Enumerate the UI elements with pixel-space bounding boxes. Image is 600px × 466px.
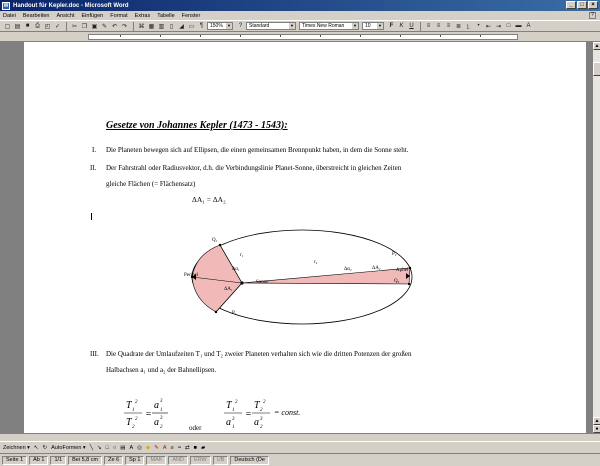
ruler-tick <box>120 35 121 37</box>
underline-button[interactable]: U <box>409 23 414 29</box>
svg-text:T: T <box>226 400 232 411</box>
cut-icon[interactable]: ✂ <box>71 23 78 30</box>
help-icon[interactable]: ? <box>238 23 243 29</box>
label-q1: Q₁ <box>212 238 218 243</box>
document-map-icon[interactable]: ▭ <box>188 23 195 30</box>
bullets-icon[interactable]: • <box>477 23 480 29</box>
svg-text:2: 2 <box>235 400 238 405</box>
title-bar <box>0 0 600 11</box>
word-app-icon: W <box>3 2 9 9</box>
svg-text:2: 2 <box>260 408 263 413</box>
point-p1 <box>215 311 217 313</box>
undo-icon[interactable]: ↶ <box>111 23 118 30</box>
ruler-text-area <box>88 34 518 40</box>
close-button[interactable]: × <box>588 1 598 9</box>
ruler-tick <box>200 35 201 37</box>
label-delta-alpha2: Δα₂ <box>344 267 352 272</box>
italic-button[interactable]: K <box>399 23 404 29</box>
horizontal-scrollbar[interactable] <box>0 433 600 441</box>
svg-text:=: = <box>245 409 252 420</box>
select-pointer-icon[interactable]: ↖ <box>33 444 39 451</box>
font-size-select[interactable] <box>362 22 384 30</box>
menu-help[interactable]: ? <box>589 12 596 19</box>
label-r1: r₁ <box>240 253 244 258</box>
horizontal-ruler[interactable] <box>0 32 600 42</box>
law3-line2: Halbachsen a₁ und a₂ der Bahnellipsen. <box>106 366 217 374</box>
menu-datei[interactable]: Datei <box>3 12 16 19</box>
document-page[interactable] <box>24 42 586 441</box>
status-section: Ab 1 <box>29 456 48 465</box>
ruler-tick <box>360 35 361 37</box>
svg-text:1: 1 <box>232 408 235 413</box>
table-icon[interactable]: ▦ <box>148 23 155 30</box>
window-title: Handout für Kepler.doc - Microsoft Word <box>13 2 129 9</box>
svg-text:3: 3 <box>160 399 163 404</box>
menu-einfuegen[interactable]: Einfügen <box>81 12 104 19</box>
arrow-style-icon[interactable]: ⇄ <box>185 444 190 451</box>
columns-icon[interactable]: ▯ <box>169 23 174 30</box>
shadow-icon[interactable]: ■ <box>193 444 197 451</box>
status-macro[interactable]: MAK <box>146 456 166 465</box>
font-select[interactable] <box>299 22 359 30</box>
menu-bar <box>0 11 600 20</box>
prev-page-icon[interactable]: ▲ <box>594 418 600 424</box>
print-icon[interactable]: ⎙ <box>35 22 40 29</box>
justify-icon[interactable]: ≣ <box>455 23 462 30</box>
align-right-icon[interactable]: ≡ <box>446 23 451 29</box>
label-p1: P₁ <box>232 311 237 316</box>
border-icon[interactable]: □ <box>506 23 511 29</box>
status-page: Seite 1 <box>2 456 27 465</box>
ruler-tick <box>440 35 441 37</box>
svg-text:1: 1 <box>232 425 235 430</box>
svg-text:3: 3 <box>260 417 263 422</box>
window-controls <box>566 1 598 9</box>
spellcheck-icon[interactable]: ✓ <box>54 23 61 30</box>
text-cursor <box>91 213 92 220</box>
align-center-icon[interactable]: ≡ <box>436 23 441 29</box>
formatting-toolbar <box>0 20 600 32</box>
label-r2: r₂ <box>314 260 318 265</box>
textbox-icon[interactable]: ▤ <box>120 444 126 451</box>
law2-line2: gleiche Flächen (= Flächensatz) <box>106 180 196 188</box>
open-folder-icon[interactable]: ▤ <box>14 23 21 30</box>
status-track-changes[interactable]: ÄND <box>168 456 188 465</box>
menu-tabelle[interactable]: Tabelle <box>157 12 175 19</box>
svg-text:a: a <box>254 417 259 428</box>
svg-text:2: 2 <box>160 425 163 430</box>
wordart-icon[interactable]: A <box>129 444 134 451</box>
drawing-toolbar <box>0 441 600 453</box>
point-q2 <box>408 283 410 285</box>
toolbar-separator <box>133 22 134 31</box>
zoom-select[interactable] <box>207 22 233 30</box>
chevron-down-icon: ▼ <box>378 23 382 28</box>
redo-icon[interactable]: ↷ <box>121 23 128 30</box>
status-line: Ze 6 <box>104 456 123 465</box>
area-equation: ΔA₁ = ΔA₂ <box>192 195 226 204</box>
svg-text:T: T <box>126 417 132 428</box>
status-overtype[interactable]: ÜB <box>213 456 229 465</box>
arrow-icon[interactable]: ↘ <box>97 444 102 451</box>
label-sonne: Sonne <box>256 280 269 285</box>
svg-text:T: T <box>254 400 260 411</box>
law2-number: II. <box>90 164 97 172</box>
label-perihel: Perihel <box>184 273 199 278</box>
point-q1 <box>219 244 221 246</box>
svg-text:2: 2 <box>135 400 138 405</box>
3d-icon[interactable]: ▰ <box>200 444 206 451</box>
zoom-value: 150% <box>210 23 223 29</box>
hyperlink-icon[interactable]: ⌘ <box>138 23 145 30</box>
menu-extras[interactable]: Extras <box>134 12 151 19</box>
save-icon[interactable]: ■ <box>25 23 30 29</box>
copy-icon[interactable]: ❐ <box>81 23 88 30</box>
toolbar-separator <box>66 22 67 31</box>
area-delta-a1 <box>192 245 242 312</box>
vertical-scrollbar[interactable] <box>592 42 600 441</box>
preview-icon[interactable]: ◰ <box>44 23 51 30</box>
svg-text:2: 2 <box>132 425 135 430</box>
font-value: Times New Roman <box>302 23 345 29</box>
svg-text:1: 1 <box>132 408 135 413</box>
status-pages: 1/1 <box>50 456 66 465</box>
law1-number: I. <box>92 146 97 154</box>
status-column: Sp 1 <box>125 456 144 465</box>
autoformen-menu[interactable]: AutoFormen ▾ <box>51 444 86 451</box>
menu-fenster[interactable]: Fenster <box>181 12 201 19</box>
line-icon[interactable]: ╲ <box>89 444 94 451</box>
fill-color-icon[interactable]: ◆ <box>145 444 151 451</box>
label-p2: P₂ <box>392 252 397 257</box>
show-formatting-icon[interactable]: ¶ <box>199 23 204 29</box>
menu-format[interactable]: Format <box>110 12 128 19</box>
new-document-icon[interactable]: ▢ <box>4 23 11 30</box>
document-area[interactable] <box>0 42 592 441</box>
decrease-indent-icon[interactable]: ⇤ <box>485 23 492 30</box>
excel-icon[interactable]: ▥ <box>158 23 165 30</box>
kepler-ellipse-figure <box>182 222 422 332</box>
align-left-icon[interactable]: ≡ <box>426 23 431 29</box>
format-painter-icon[interactable]: ✎ <box>101 23 108 30</box>
bold-button[interactable]: F <box>389 23 394 29</box>
label-delta-alpha1: Δα₁ <box>232 267 240 272</box>
clipart-icon[interactable]: ◎ <box>137 444 142 451</box>
chevron-down-icon: ▼ <box>290 23 294 28</box>
drawing-icon[interactable]: ◢ <box>179 23 184 30</box>
law1-text: Die Planeten bewegen sich auf Ellipsen, die einen gemeinsamen Brennpunkt haben, in dem die Sonne steht. <box>106 146 409 154</box>
highlight-icon[interactable]: ▬ <box>515 23 522 29</box>
svg-text:T: T <box>126 400 132 411</box>
svg-text:a: a <box>154 400 159 411</box>
svg-text:a: a <box>226 417 231 428</box>
ruler-tick <box>240 35 241 37</box>
ruler-tick <box>480 35 481 37</box>
font-color-icon[interactable]: A <box>162 444 167 451</box>
svg-text:a: a <box>154 417 159 428</box>
status-bar <box>0 453 600 466</box>
status-position: Bei 5,8 cm <box>68 456 102 465</box>
ruler-tick <box>400 35 401 37</box>
formula-oder: oder <box>189 424 202 432</box>
document-heading: Gesetze von Johannes Kepler (1473 - 1543): <box>106 120 288 131</box>
rotate-icon[interactable]: ↻ <box>42 444 48 451</box>
rectangle-icon[interactable]: □ <box>105 444 109 451</box>
scroll-up-icon[interactable]: ▲ <box>594 43 600 49</box>
formula-const: = const. <box>274 408 301 417</box>
menu-bearbeiten[interactable]: Bearbeiten <box>22 12 50 19</box>
status-extend[interactable]: ERW <box>190 456 211 465</box>
svg-text:1: 1 <box>160 408 163 413</box>
law2-line1: Der Fahrstrahl oder Radiusvektor, d.h. die Verbindungslinie Planet-Sonne, überstreicht in gleichen Zeiten <box>106 164 402 172</box>
svg-text:=: = <box>145 409 152 420</box>
maximize-button[interactable]: □ <box>577 1 587 9</box>
menu-ansicht[interactable]: Ansicht <box>56 12 75 19</box>
line-style-icon[interactable]: ≡ <box>170 444 174 451</box>
style-select[interactable] <box>246 22 296 30</box>
svg-text:2: 2 <box>263 400 266 405</box>
font-size-value: 10 <box>365 23 371 29</box>
scroll-thumb[interactable] <box>593 62 600 76</box>
numbering-icon[interactable]: ⒈ <box>465 24 472 31</box>
svg-text:2: 2 <box>135 417 138 422</box>
style-value: Standard <box>249 23 270 29</box>
zeichnen-menu[interactable]: Zeichnen ▾ <box>3 444 30 451</box>
oval-icon[interactable]: ○ <box>112 444 117 451</box>
svg-text:3: 3 <box>232 417 235 422</box>
ruler-tick <box>280 35 281 37</box>
dash-style-icon[interactable]: ┅ <box>177 444 182 451</box>
toolbar-separator <box>420 22 421 31</box>
chevron-down-icon: ▼ <box>353 23 357 28</box>
svg-text:2: 2 <box>260 425 263 430</box>
paste-icon[interactable]: ▣ <box>91 23 98 30</box>
label-aphel: Aphel <box>396 268 409 273</box>
increase-indent-icon[interactable]: ⇥ <box>495 23 502 30</box>
law3-line1: Die Quadrate der Umlaufzeiten T₁ und T₂ zweier Planeten verhalten sich wie die dritten Potenzen der großen <box>106 350 412 358</box>
label-delta-a1: ΔA₁ <box>224 287 233 292</box>
status-language: Deutsch (De <box>230 456 269 465</box>
line-color-icon[interactable]: ✎ <box>154 444 159 451</box>
font-color-icon[interactable]: A <box>526 23 531 29</box>
label-delta-a2: ΔA₂ <box>372 266 381 271</box>
law3-number: III. <box>90 350 99 358</box>
browse-object-icon[interactable]: ● <box>593 425 600 433</box>
svg-text:3: 3 <box>160 416 163 421</box>
kepler-third-law-formula <box>122 394 362 436</box>
ruler-tick <box>160 35 161 37</box>
minimize-button[interactable]: _ <box>566 1 576 9</box>
label-q2: Q₂ <box>394 279 400 284</box>
sun-dot <box>240 281 243 284</box>
chevron-down-icon: ▼ <box>227 23 231 28</box>
ruler-tick <box>320 35 321 37</box>
point-p2 <box>409 267 411 269</box>
